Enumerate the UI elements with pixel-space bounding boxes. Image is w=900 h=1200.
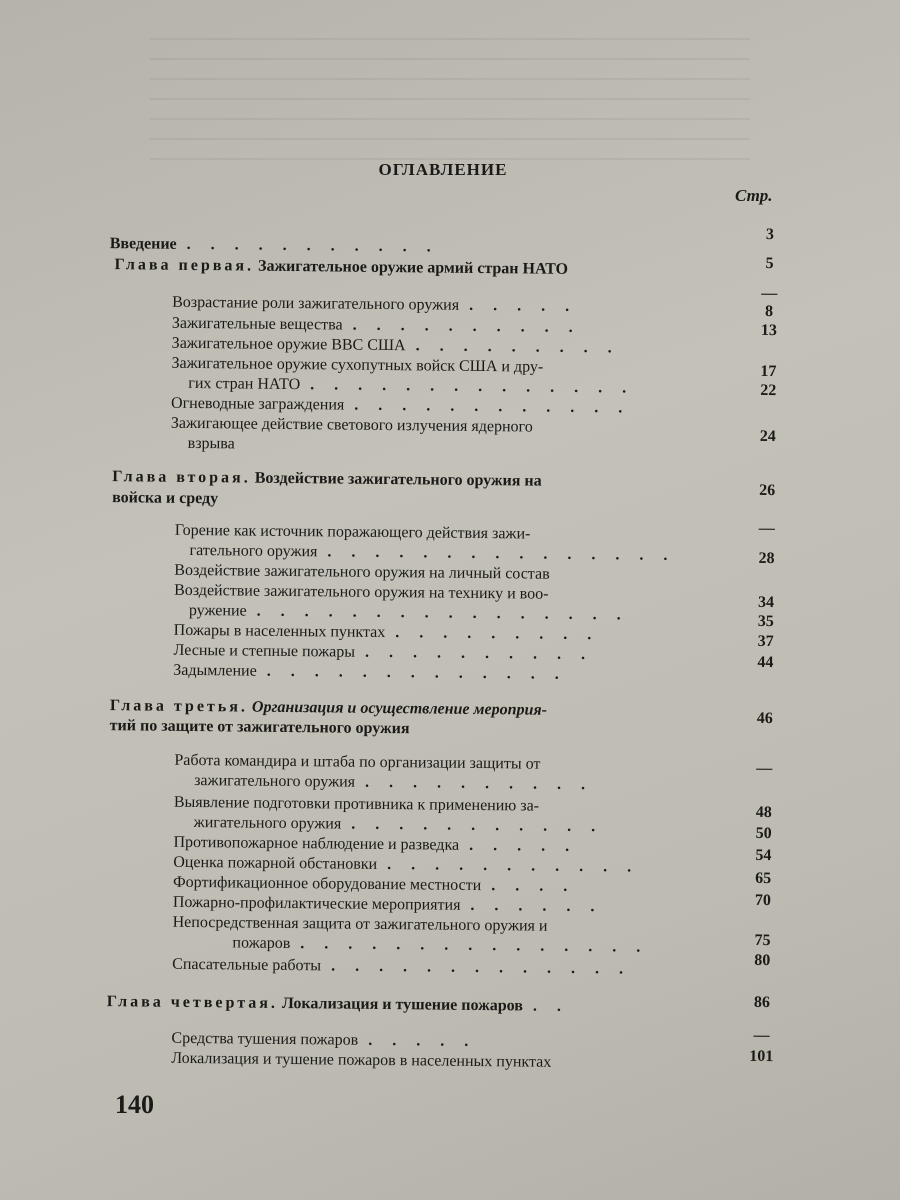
page-ref: 5: [765, 254, 774, 273]
page-ref: 8: [765, 302, 774, 321]
chapter-heading-cont[interactable]: войска и среду: [112, 489, 219, 508]
page-ref: 22: [760, 381, 777, 400]
toc-entry[interactable]: Зажигательное оружие сухопутных войск США и дру-: [171, 354, 544, 376]
page-ref: 54: [755, 846, 772, 865]
toc-entry[interactable]: гательного оружия ...............: [189, 541, 688, 565]
toc-entry[interactable]: жигательного оружия ...........: [193, 814, 616, 836]
page-ref: 24: [759, 427, 776, 446]
toc-body: [100, 222, 780, 1071]
page-ref: 37: [757, 632, 774, 651]
toc-entry[interactable]: пожаров ...............: [232, 934, 661, 956]
page-ref: —: [761, 284, 778, 303]
toc-entry[interactable]: Зажигательное оружие ВВС США .........: [171, 334, 632, 357]
page-ref: 48: [755, 803, 772, 822]
page-ref: —: [753, 1026, 770, 1045]
toc-entry[interactable]: Фортификационное оборудование местности ....: [173, 873, 588, 896]
page-ref: 35: [757, 612, 774, 631]
toc-entry[interactable]: Локализация и тушение пожаров в населенных пунктах: [171, 1049, 552, 1071]
page-ref: 75: [754, 931, 771, 950]
chapter-heading-cont[interactable]: тий по защите от зажигательного оружия: [109, 717, 410, 738]
page-ref: 13: [760, 321, 777, 340]
toc-entry[interactable]: Огневодные заграждения ............: [171, 394, 643, 417]
page-ref: 34: [757, 593, 775, 612]
toc-entry[interactable]: Непосредственная защита от зажигательного оружия и: [172, 913, 548, 935]
chapter-heading[interactable]: Глава третья. Организация и осуществление мероприя-: [109, 697, 548, 719]
bleed-through: [150, 20, 750, 220]
page-ref: 3: [765, 225, 774, 244]
toc-entry[interactable]: Пожарно-профилактические мероприятия ......: [172, 893, 615, 916]
page-ref: 46: [756, 709, 773, 728]
toc-entry[interactable]: Спасательные работы .............: [172, 955, 644, 978]
toc-title: ОГЛАВЛЕНИЕ: [378, 160, 508, 179]
page-number: 140: [115, 1090, 154, 1119]
toc-entry[interactable]: Лесные и степные пожары ..........: [173, 641, 606, 664]
toc-entry[interactable]: зажигательного оружия ..........: [194, 772, 606, 794]
toc-entry[interactable]: Работа командира и штаба по организации защиты от: [174, 751, 541, 773]
toc-entry[interactable]: Средства тушения пожаров .....: [171, 1029, 489, 1051]
page-ref: 28: [758, 549, 775, 568]
page-ref: 26: [759, 481, 776, 500]
page-ref: 65: [755, 869, 772, 888]
toc-entry[interactable]: Зажигающее действие светового излучения ядерного: [170, 414, 533, 436]
toc-entry[interactable]: гих стран НАТО ..............: [188, 374, 647, 397]
chapter-heading[interactable]: Глава вторая. Воздействие зажигательного оружия на: [112, 468, 542, 490]
toc-entry[interactable]: Воздействие зажигательного оружия на технику и воо-: [174, 581, 549, 603]
toc-entry[interactable]: Воздействие зажигательного оружия на личный состав: [174, 561, 550, 583]
toc-entry[interactable]: Горение как источник поражающего действия зажи-: [174, 521, 531, 543]
toc-entry[interactable]: Выявление подготовки противника к применению за-: [173, 793, 540, 815]
page-ref: 50: [755, 824, 772, 843]
toc-entry[interactable]: Зажигательные вещества ..........: [171, 314, 593, 337]
chapter-heading[interactable]: Глава четвертая. Локализация и тушение пожаров ..: [106, 993, 581, 1016]
page-ref: 86: [753, 993, 770, 1012]
toc-entry[interactable]: Оценка пожарной обстановки ...........: [173, 853, 652, 876]
page-column-header: Стр.: [735, 186, 773, 205]
toc-entry[interactable]: Введение ...........: [109, 235, 451, 256]
chapter-heading[interactable]: Глава первая. Зажигательное оружие армий стран НАТО: [114, 256, 569, 278]
toc-entry[interactable]: ружение ................: [188, 601, 641, 624]
toc-entry[interactable]: Пожары в населенных пунктах .........: [173, 621, 612, 644]
page-ref: 70: [754, 891, 772, 910]
page-ref: 44: [757, 653, 774, 672]
toc-entry[interactable]: взрыва: [187, 434, 235, 453]
toc-entry[interactable]: Противопожарное наблюдение и разведка .....: [173, 833, 590, 856]
page-ref: —: [758, 519, 775, 538]
page-ref: 101: [749, 1047, 774, 1066]
page-ref: 80: [754, 951, 771, 970]
page-ref: 17: [760, 362, 777, 381]
page-ref: —: [756, 759, 773, 778]
toc-entry[interactable]: Возрастание роли зажигательного оружия .....: [172, 293, 590, 316]
toc-entry[interactable]: Задымление .............: [173, 661, 579, 684]
